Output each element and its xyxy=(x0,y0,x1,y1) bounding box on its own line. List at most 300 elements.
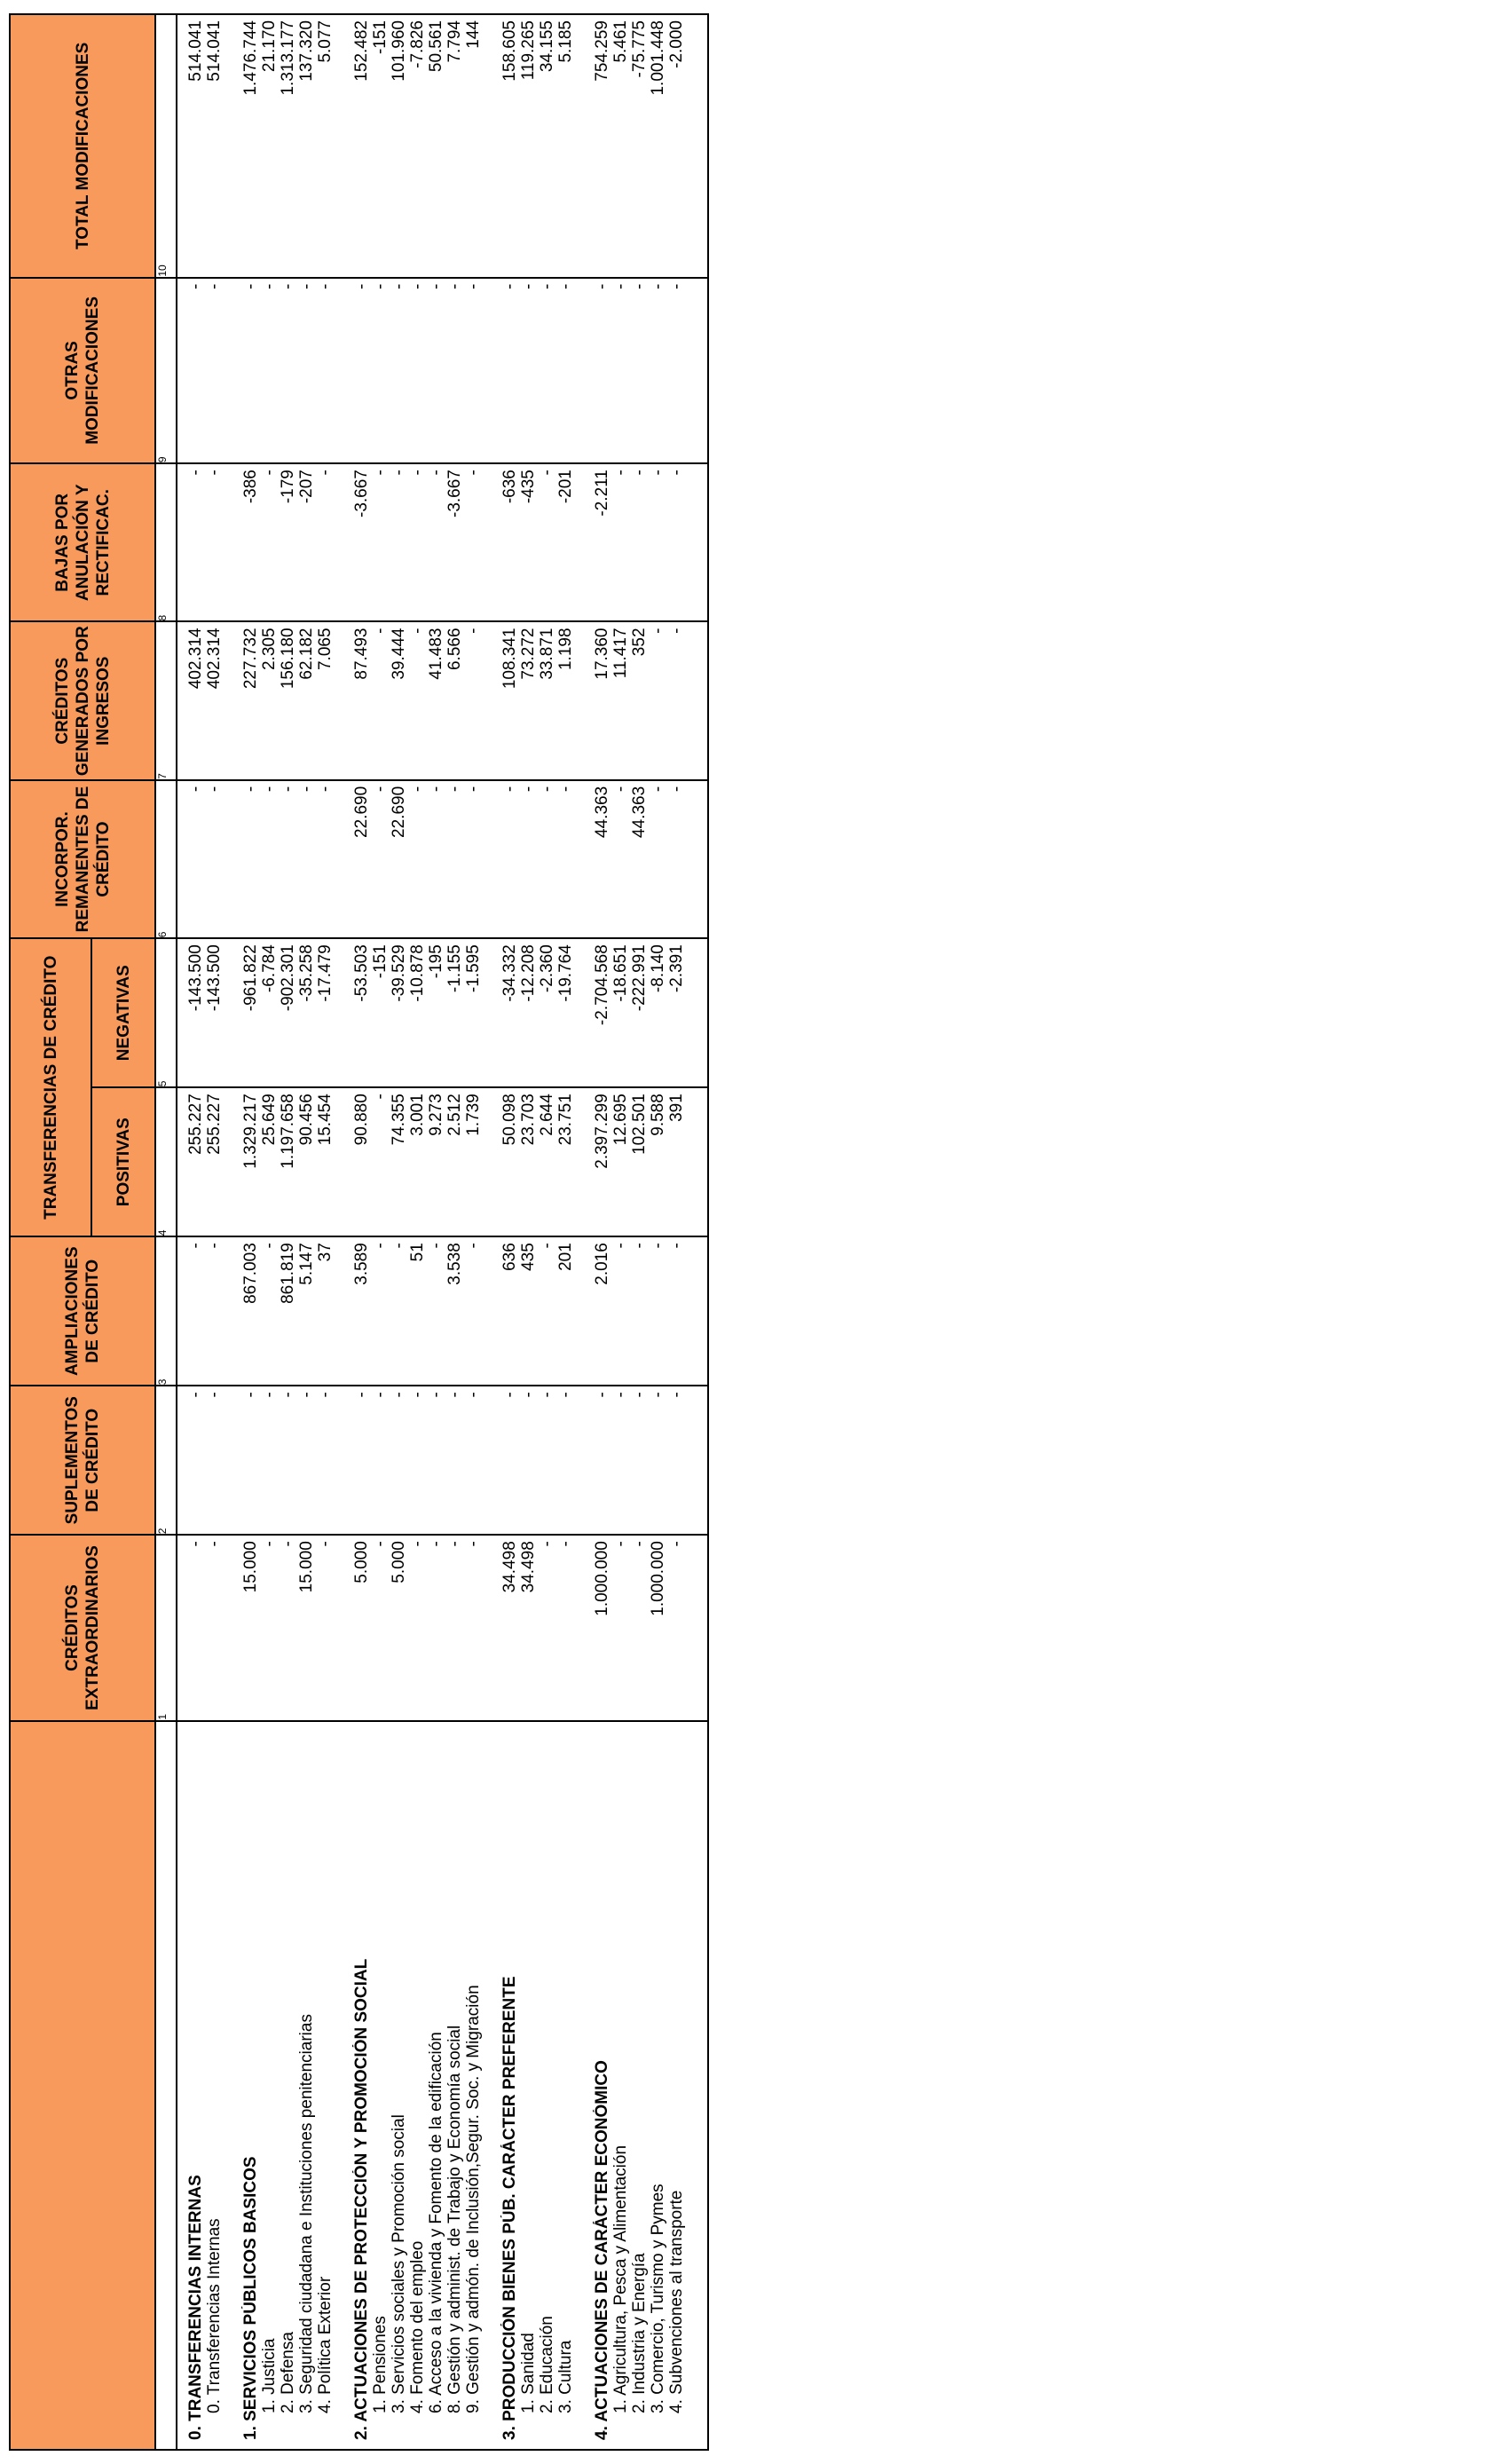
value-cell: - xyxy=(390,1236,408,1386)
value-cell: 17.360 xyxy=(593,621,611,779)
column-number: 10 xyxy=(155,14,177,278)
value-cell: -1.595 xyxy=(464,938,483,1087)
value-cell: - xyxy=(371,621,390,779)
value-cell: - xyxy=(427,780,445,938)
spacer-cell xyxy=(575,278,593,463)
column-number-blank xyxy=(155,1721,177,2450)
value-cell: - xyxy=(630,1386,649,1535)
value-cell: 2.016 xyxy=(593,1236,611,1386)
row-label: 1. Agricultura, Pesca y Alimentación xyxy=(611,1721,630,2450)
value-cell: - xyxy=(649,1236,667,1386)
header-ampliaciones-credito: AMPLIACIONES DE CRÉDITO xyxy=(10,1236,155,1386)
group-row xyxy=(500,14,519,2450)
value-cell: - xyxy=(538,780,556,938)
value-cell: - xyxy=(260,278,279,463)
spacer-cell xyxy=(483,278,500,463)
spacer-cell xyxy=(177,780,186,938)
row-label: 1. Sanidad xyxy=(519,1721,538,2450)
value-cell: - xyxy=(667,463,686,621)
spacer-cell xyxy=(177,463,186,621)
value-cell: - xyxy=(611,278,630,463)
column-number: 1 xyxy=(155,1535,177,1720)
value-cell: 23.703 xyxy=(519,1087,538,1236)
spacer-row xyxy=(335,14,352,2450)
value-cell: - xyxy=(352,278,371,463)
value-cell: - xyxy=(371,1087,390,1236)
spacer-cell xyxy=(177,1721,186,2450)
spacer-cell xyxy=(686,1236,708,1386)
spacer-cell xyxy=(335,1236,352,1386)
spacer-cell xyxy=(575,621,593,779)
value-cell: - xyxy=(611,463,630,621)
value-cell: - xyxy=(316,1386,335,1535)
table-row xyxy=(630,14,649,2450)
header-transferencias-credito: TRANSFERENCIAS DE CRÉDITO xyxy=(10,938,91,1236)
table-row xyxy=(649,14,667,2450)
value-cell: - xyxy=(611,1535,630,1720)
value-cell: 74.355 xyxy=(390,1087,408,1236)
value-cell: 73.272 xyxy=(519,621,538,779)
value-cell: - xyxy=(186,1236,205,1386)
value-cell: - xyxy=(500,278,519,463)
value-cell: - xyxy=(205,780,224,938)
spacer-cell xyxy=(686,1386,708,1535)
header-positivas: POSITIVAS xyxy=(91,1087,155,1236)
value-cell: - xyxy=(593,1386,611,1535)
value-cell: 1.197.658 xyxy=(279,1087,297,1236)
header-total-modificaciones: TOTAL MODIFICACIONES xyxy=(10,14,155,278)
column-number: 5 xyxy=(155,938,177,1087)
value-cell: - xyxy=(667,1535,686,1720)
value-cell: - xyxy=(408,1535,427,1720)
value-cell: - xyxy=(519,1386,538,1535)
value-cell: - xyxy=(316,1535,335,1720)
spacer-row xyxy=(224,14,241,2450)
spacer-cell xyxy=(224,938,241,1087)
value-cell: 5.185 xyxy=(556,14,575,278)
value-cell: - xyxy=(464,780,483,938)
spacer-cell xyxy=(483,1721,500,2450)
spacer-cell xyxy=(686,1721,708,2450)
row-label: 0. Transferencias Internas xyxy=(205,1721,224,2450)
table-row xyxy=(260,14,279,2450)
value-cell: - xyxy=(427,463,445,621)
value-cell: 90.880 xyxy=(352,1087,371,1236)
value-cell: -12.208 xyxy=(519,938,538,1087)
spacer-cell xyxy=(483,1535,500,1720)
value-cell: - xyxy=(649,621,667,779)
spacer-cell xyxy=(177,278,186,463)
value-cell: 15.454 xyxy=(316,1087,335,1236)
spacer-cell xyxy=(483,463,500,621)
value-cell: - xyxy=(611,1236,630,1386)
value-cell: -75.775 xyxy=(630,14,649,278)
value-cell: -53.503 xyxy=(352,938,371,1087)
spacer-cell xyxy=(575,463,593,621)
table-row xyxy=(464,14,483,2450)
value-cell: - xyxy=(316,780,335,938)
group-row xyxy=(352,14,371,2450)
value-cell: -201 xyxy=(556,463,575,621)
table-row xyxy=(519,14,538,2450)
value-cell: 144 xyxy=(464,14,483,278)
spacer-cell xyxy=(335,621,352,779)
value-cell: 3.538 xyxy=(445,1236,464,1386)
spacer-cell xyxy=(575,780,593,938)
value-cell: 50.098 xyxy=(500,1087,519,1236)
spacer-cell xyxy=(177,1236,186,1386)
column-number: 7 xyxy=(155,621,177,779)
table-row xyxy=(390,14,408,2450)
row-label: 4. Fomento del empleo xyxy=(408,1721,427,2450)
value-cell: -143.500 xyxy=(205,938,224,1087)
value-cell: - xyxy=(186,780,205,938)
value-cell: - xyxy=(667,1236,686,1386)
value-cell: - xyxy=(427,1236,445,1386)
value-cell: - xyxy=(241,780,260,938)
spacer-cell xyxy=(686,621,708,779)
value-cell: 156.180 xyxy=(279,621,297,779)
spacer-cell xyxy=(335,14,352,278)
value-cell: -10.878 xyxy=(408,938,427,1087)
spacer-cell xyxy=(483,780,500,938)
value-cell: - xyxy=(260,1535,279,1720)
value-cell: - xyxy=(205,278,224,463)
value-cell: 9.273 xyxy=(427,1087,445,1236)
spacer-cell xyxy=(177,1087,186,1236)
value-cell: -18.651 xyxy=(611,938,630,1087)
value-cell: - xyxy=(464,278,483,463)
label-column-header xyxy=(10,1721,155,2450)
spacer-cell xyxy=(483,1236,500,1386)
value-cell: 2.397.299 xyxy=(593,1087,611,1236)
spacer-cell xyxy=(335,278,352,463)
spacer-cell xyxy=(575,1386,593,1535)
value-cell: - xyxy=(205,1535,224,1720)
value-cell: -961.822 xyxy=(241,938,260,1087)
column-number-row xyxy=(155,14,177,2450)
spacer-cell xyxy=(224,14,241,278)
value-cell: 3.001 xyxy=(408,1087,427,1236)
table-row xyxy=(408,14,427,2450)
value-cell: - xyxy=(186,278,205,463)
table-row xyxy=(556,14,575,2450)
row-label: 1. Justicia xyxy=(260,1721,279,2450)
value-cell: - xyxy=(279,1535,297,1720)
value-cell: -34.332 xyxy=(500,938,519,1087)
group-label: 0. TRANSFERENCIAS INTERNAS xyxy=(186,1721,205,2450)
value-cell: 101.960 xyxy=(390,14,408,278)
spacer-cell xyxy=(177,621,186,779)
value-cell: - xyxy=(649,278,667,463)
value-cell: 352 xyxy=(630,621,649,779)
value-cell: - xyxy=(538,1386,556,1535)
header-negativas: NEGATIVAS xyxy=(91,938,155,1087)
value-cell: - xyxy=(667,1386,686,1535)
value-cell: - xyxy=(241,1386,260,1535)
spacer-row xyxy=(575,14,593,2450)
value-cell: - xyxy=(186,1386,205,1535)
value-cell: - xyxy=(427,1386,445,1535)
value-cell: 87.493 xyxy=(352,621,371,779)
value-cell: - xyxy=(371,1535,390,1720)
value-cell: 137.320 xyxy=(297,14,316,278)
value-cell: 37 xyxy=(316,1236,335,1386)
value-cell: 50.561 xyxy=(427,14,445,278)
spacer-cell xyxy=(686,278,708,463)
column-number: 4 xyxy=(155,1087,177,1236)
value-cell: 201 xyxy=(556,1236,575,1386)
value-cell: - xyxy=(371,780,390,938)
value-cell: - xyxy=(630,1236,649,1386)
value-cell: 1.000.000 xyxy=(593,1535,611,1720)
value-cell: 7.794 xyxy=(445,14,464,278)
row-label: 9. Gestión y admón. de Inclusión,Segur. Soc. y Migración xyxy=(464,1721,483,2450)
spacer-cell xyxy=(335,1087,352,1236)
value-cell: - xyxy=(556,278,575,463)
value-cell: - xyxy=(611,780,630,938)
table-row xyxy=(445,14,464,2450)
value-cell: -207 xyxy=(297,463,316,621)
value-cell: 5.000 xyxy=(390,1535,408,1720)
value-cell: -151 xyxy=(371,938,390,1087)
spacer-cell xyxy=(224,463,241,621)
spacer-cell xyxy=(177,14,186,278)
value-cell: - xyxy=(297,780,316,938)
column-number: 2 xyxy=(155,1386,177,1535)
value-cell: - xyxy=(371,1386,390,1535)
value-cell: - xyxy=(205,1236,224,1386)
spacer-cell xyxy=(686,1087,708,1236)
value-cell: -2.360 xyxy=(538,938,556,1087)
spacer-cell xyxy=(224,1087,241,1236)
spacer-cell xyxy=(483,1087,500,1236)
spacer-cell xyxy=(575,14,593,278)
value-cell: - xyxy=(464,463,483,621)
spacer-cell xyxy=(224,1386,241,1535)
spacer-row xyxy=(177,14,186,2450)
value-cell: - xyxy=(630,1535,649,1720)
group-row xyxy=(593,14,611,2450)
value-cell: 2.644 xyxy=(538,1087,556,1236)
row-label: 3. Cultura xyxy=(556,1721,575,2450)
spacer-cell xyxy=(575,1087,593,1236)
value-cell: - xyxy=(408,1386,427,1535)
value-cell: - xyxy=(630,463,649,621)
spacer-cell xyxy=(483,621,500,779)
value-cell: 102.501 xyxy=(630,1087,649,1236)
row-label: 3. Servicios sociales y Promoción social xyxy=(390,1721,408,2450)
value-cell: -2.704.568 xyxy=(593,938,611,1087)
value-cell: - xyxy=(186,463,205,621)
value-cell: -2.391 xyxy=(667,938,686,1087)
value-cell: 5.461 xyxy=(611,14,630,278)
value-cell: - xyxy=(611,1386,630,1535)
spacer-row xyxy=(483,14,500,2450)
row-label: 1. Pensiones xyxy=(371,1721,390,2450)
spacer-cell xyxy=(686,14,708,278)
value-cell: - xyxy=(500,780,519,938)
value-cell: 255.227 xyxy=(186,1087,205,1236)
value-cell: -8.140 xyxy=(649,938,667,1087)
value-cell: 158.605 xyxy=(500,14,519,278)
header-creditos-generados: CRÉDITOS GENERADOS POR INGRESOS xyxy=(10,621,155,779)
value-cell: 6.566 xyxy=(445,621,464,779)
group-row xyxy=(186,14,205,2450)
value-cell: - xyxy=(260,1386,279,1535)
value-cell: 44.363 xyxy=(630,780,649,938)
spacer-cell xyxy=(335,1535,352,1720)
value-cell: 9.588 xyxy=(649,1087,667,1236)
value-cell: -1.155 xyxy=(445,938,464,1087)
value-cell: - xyxy=(464,1386,483,1535)
value-cell: 514.041 xyxy=(186,14,205,278)
value-cell: - xyxy=(279,278,297,463)
value-cell: -2.000 xyxy=(667,14,686,278)
value-cell: 22.690 xyxy=(390,780,408,938)
spacer-cell xyxy=(686,463,708,621)
value-cell: 1.000.000 xyxy=(649,1535,667,1720)
value-cell: 435 xyxy=(519,1236,538,1386)
value-cell: 754.259 xyxy=(593,14,611,278)
table-row xyxy=(297,14,316,2450)
group-label: 4. ACTUACIONES DE CARÁCTER ECONÓMICO xyxy=(593,1721,611,2450)
value-cell: 15.000 xyxy=(241,1535,260,1720)
value-cell: -2.211 xyxy=(593,463,611,621)
spacer-cell xyxy=(224,621,241,779)
value-cell: 402.314 xyxy=(205,621,224,779)
value-cell: - xyxy=(241,278,260,463)
value-cell: 41.483 xyxy=(427,621,445,779)
value-cell: - xyxy=(556,1386,575,1535)
table-row xyxy=(538,14,556,2450)
table-row xyxy=(371,14,390,2450)
value-cell: 7.065 xyxy=(316,621,335,779)
value-cell: -386 xyxy=(241,463,260,621)
spacer-cell xyxy=(686,1535,708,1720)
value-cell: 5.077 xyxy=(316,14,335,278)
value-cell: 21.170 xyxy=(260,14,279,278)
value-cell: 62.182 xyxy=(297,621,316,779)
value-cell: 39.444 xyxy=(390,621,408,779)
value-cell: 867.003 xyxy=(241,1236,260,1386)
value-cell: 5.000 xyxy=(352,1535,371,1720)
value-cell: -222.991 xyxy=(630,938,649,1087)
group-label: 3. PRODUCCIÓN BIENES PÚB. CARÁCTER PREFERENTE xyxy=(500,1721,519,2450)
value-cell: -435 xyxy=(519,463,538,621)
value-cell: - xyxy=(260,463,279,621)
header-incorpor-remanentes: INCORPOR. REMANENTES DE CRÉDITO xyxy=(10,780,155,938)
value-cell: 34.155 xyxy=(538,14,556,278)
value-cell: - xyxy=(667,780,686,938)
value-cell: -6.784 xyxy=(260,938,279,1087)
spacer-cell xyxy=(483,938,500,1087)
value-cell: - xyxy=(445,780,464,938)
value-cell: 51 xyxy=(408,1236,427,1386)
value-cell: -3.667 xyxy=(445,463,464,621)
row-label: 3. Comercio, Turismo y Pymes xyxy=(649,1721,667,2450)
column-number: 3 xyxy=(155,1236,177,1386)
header-bajas-anulacion: BAJAS POR ANULACIÓN Y RECTIFICAC. xyxy=(10,463,155,621)
spacer-cell xyxy=(686,938,708,1087)
value-cell: 1.476.744 xyxy=(241,14,260,278)
value-cell: -151 xyxy=(371,14,390,278)
row-label: 3. Seguridad ciudadana e Instituciones penitenciarias xyxy=(297,1721,316,2450)
row-label: 8. Gestión y administ. de Trabajo y Economía social xyxy=(445,1721,464,2450)
value-cell: 402.314 xyxy=(186,621,205,779)
value-cell: 108.341 xyxy=(500,621,519,779)
value-cell: - xyxy=(556,780,575,938)
value-cell: 34.498 xyxy=(500,1535,519,1720)
value-cell: 33.871 xyxy=(538,621,556,779)
value-cell: 22.690 xyxy=(352,780,371,938)
value-cell: - xyxy=(445,1386,464,1535)
value-cell: - xyxy=(260,1236,279,1386)
table-row xyxy=(205,14,224,2450)
value-cell: - xyxy=(649,463,667,621)
value-cell: - xyxy=(427,1535,445,1720)
value-cell: - xyxy=(371,463,390,621)
value-cell: 227.732 xyxy=(241,621,260,779)
value-cell: - xyxy=(649,780,667,938)
value-cell: - xyxy=(500,1386,519,1535)
value-cell: 23.751 xyxy=(556,1087,575,1236)
spacer-cell xyxy=(177,1386,186,1535)
value-cell: - xyxy=(630,278,649,463)
value-cell: 636 xyxy=(500,1236,519,1386)
spacer-cell xyxy=(575,1721,593,2450)
value-cell: - xyxy=(297,278,316,463)
value-cell: - xyxy=(371,278,390,463)
value-cell: 11.417 xyxy=(611,621,630,779)
value-cell: - xyxy=(205,1386,224,1535)
value-cell: 391 xyxy=(667,1087,686,1236)
row-label: 4. Política Exterior xyxy=(316,1721,335,2450)
value-cell: 152.482 xyxy=(352,14,371,278)
value-cell: - xyxy=(316,278,335,463)
value-cell: - xyxy=(371,1236,390,1386)
spacer-row xyxy=(686,14,708,2450)
value-cell: 3.589 xyxy=(352,1236,371,1386)
spacer-cell xyxy=(575,1236,593,1386)
value-cell: - xyxy=(316,463,335,621)
value-cell: - xyxy=(538,463,556,621)
value-cell: 12.695 xyxy=(611,1087,630,1236)
value-cell: -35.258 xyxy=(297,938,316,1087)
value-cell: - xyxy=(538,278,556,463)
value-cell: -7.826 xyxy=(408,14,427,278)
value-cell: - xyxy=(390,1386,408,1535)
spacer-cell xyxy=(335,780,352,938)
spacer-cell xyxy=(575,938,593,1087)
table-body xyxy=(177,14,708,2450)
value-cell: 514.041 xyxy=(205,14,224,278)
group-label: 1. SERVICIOS PÚBLICOS BASICOS xyxy=(241,1721,260,2450)
value-cell: -636 xyxy=(500,463,519,621)
value-cell: -19.764 xyxy=(556,938,575,1087)
spacer-cell xyxy=(177,1535,186,1720)
value-cell: - xyxy=(667,621,686,779)
row-label: 2. Industria y Energía xyxy=(630,1721,649,2450)
table-row xyxy=(667,14,686,2450)
value-cell: - xyxy=(538,1535,556,1720)
value-cell: - xyxy=(649,1386,667,1535)
value-cell: - xyxy=(445,278,464,463)
value-cell: - xyxy=(519,780,538,938)
spacer-cell xyxy=(575,1535,593,1720)
header-otras-modificaciones: OTRAS MODIFICACIONES xyxy=(10,278,155,463)
value-cell: - xyxy=(186,1535,205,1720)
